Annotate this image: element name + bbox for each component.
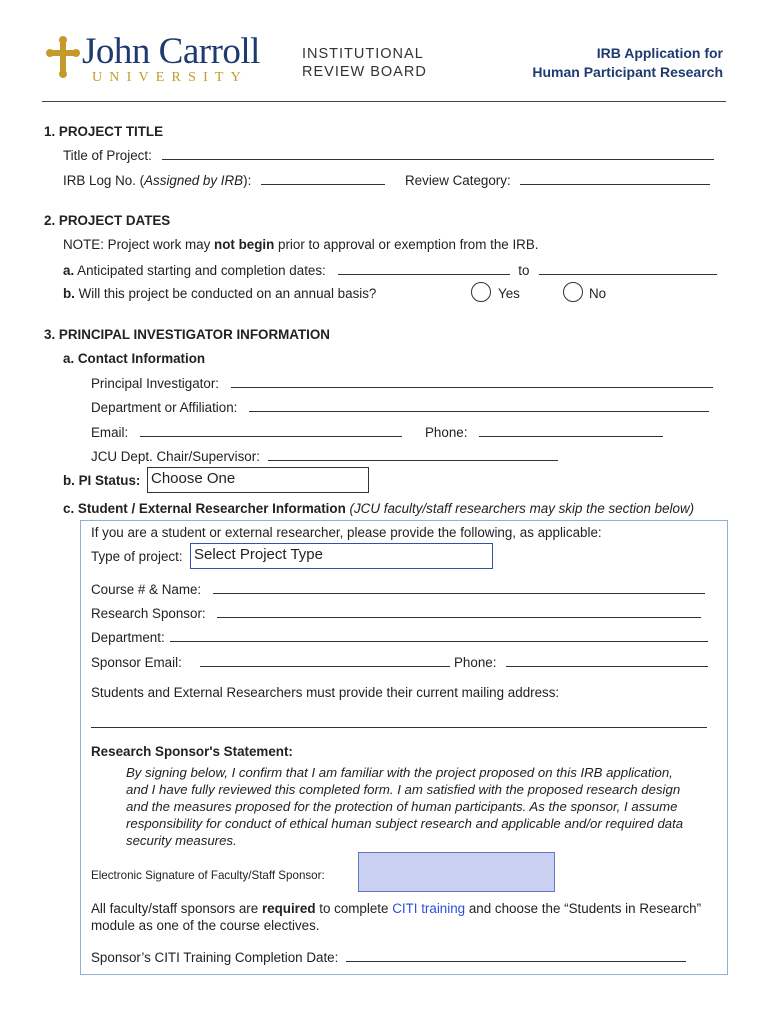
irb-log-label-italic: Assigned by IRB <box>144 173 244 188</box>
section-3-heading: 3. PRINCIPAL INVESTIGATOR INFORMATION <box>44 327 330 342</box>
end-date-field[interactable] <box>539 262 717 275</box>
sponsor-statement-text: By signing below, I confirm that I am familiar with the project proposed on this IRB application, and I have fully reviewed this completed form. I am satisfied with the proposed research design and the measures proposed for the protection of human participants. As the sponsor, I assume responsibility for conduct of ethical human subject research and applicable and/or required data security measures. <box>126 765 684 848</box>
chair-field[interactable] <box>268 448 558 461</box>
irb-log-label-prefix: IRB Log No. ( <box>63 173 145 188</box>
pi-row <box>91 375 713 391</box>
chair-label: JCU Dept. Chair/Supervisor: <box>91 449 260 464</box>
citi-requirement-line-2: module as one of the course electives. <box>91 918 320 933</box>
dates-to: to <box>518 263 530 278</box>
dept-row <box>91 399 709 415</box>
pi-phone-row <box>425 424 663 440</box>
dates-row <box>63 262 717 278</box>
project-title-row <box>63 147 714 163</box>
irb-log-label-suffix: ): <box>243 173 252 188</box>
email-field[interactable] <box>140 424 402 437</box>
annual-no-radio[interactable] <box>563 282 583 302</box>
sponsor-email-field[interactable] <box>200 654 450 667</box>
email-label: Email: <box>91 425 129 440</box>
annual-yes-radio[interactable] <box>471 282 491 302</box>
research-sponsor-field[interactable] <box>217 605 701 618</box>
board-line-2: REVIEW BOARD <box>302 64 427 80</box>
contact-info-heading: a. Contact Information <box>63 351 206 366</box>
start-date-field[interactable] <box>338 262 510 275</box>
dept-label: Department or Affiliation: <box>91 400 238 415</box>
irb-log-field[interactable] <box>261 172 385 185</box>
review-category-row <box>405 172 710 188</box>
student-info-note: (JCU faculty/staff researchers may skip the section below) <box>349 501 695 516</box>
annual-basis-question <box>63 286 376 301</box>
pi-field[interactable] <box>231 375 713 388</box>
citi-prefix: All faculty/staff sponsors are <box>91 901 262 916</box>
email-row <box>91 424 402 440</box>
electronic-signature-field[interactable] <box>358 852 555 892</box>
note-suffix: prior to approval or exemption from the IRB. <box>274 237 539 252</box>
annual-label: Will this project be conducted on an annual basis? <box>74 286 377 301</box>
sponsor-email-label: Sponsor Email: <box>91 655 182 670</box>
citi-mid: to complete <box>315 901 393 916</box>
citi-date-row <box>91 949 686 965</box>
sponsor-phone-field[interactable] <box>506 654 708 667</box>
note-prefix: NOTE: Project work may <box>63 237 215 252</box>
sponsor-phone-row <box>454 654 708 670</box>
student-dept-label: Department: <box>91 630 165 645</box>
dates-label: Anticipated starting and completion dates: <box>74 263 326 278</box>
course-label: Course # & Name: <box>91 582 202 597</box>
research-sponsor-row <box>91 605 701 621</box>
pi-label: Principal Investigator: <box>91 376 220 391</box>
dept-field[interactable] <box>249 399 709 412</box>
course-field[interactable] <box>213 581 705 594</box>
pi-phone-field[interactable] <box>479 424 663 437</box>
citi-date-label: Sponsor’s CITI Training Completion Date: <box>91 950 339 965</box>
student-intro: If you are a student or external researcher, please provide the following, as applicable: <box>91 525 602 540</box>
citi-training-link[interactable]: CITI training <box>392 901 466 916</box>
project-dates-note <box>63 237 539 252</box>
mailing-address-field[interactable] <box>91 727 707 728</box>
logo-university: UNIVERSITY <box>92 70 248 85</box>
sponsor-email-row <box>91 654 450 670</box>
project-title-label: Title of Project: <box>63 148 152 163</box>
student-dept-row <box>91 629 708 645</box>
project-type-dropdown[interactable]: Select Project Type <box>190 543 493 569</box>
logo-name: John Carroll <box>82 31 260 72</box>
sponsor-statement-heading: Research Sponsor's Statement: <box>91 744 293 759</box>
citi-date-field[interactable] <box>346 949 686 962</box>
dates-letter: a. <box>63 263 75 278</box>
project-title-field[interactable] <box>162 147 714 160</box>
annual-no-label: No <box>589 286 607 301</box>
chair-row <box>91 448 558 464</box>
note-bold: not begin <box>214 237 275 252</box>
citi-required: required <box>261 901 316 916</box>
student-info-heading: c. Student / External Researcher Information <box>63 501 346 516</box>
pi-status-dropdown[interactable]: Choose One <box>147 467 369 493</box>
review-category-field[interactable] <box>520 172 710 185</box>
pi-status-label: b. PI Status: <box>63 473 141 488</box>
student-dept-field[interactable] <box>170 629 708 642</box>
sponsor-phone-label: Phone: <box>454 655 497 670</box>
header-divider <box>42 101 726 102</box>
project-type-label: Type of project: <box>91 549 183 564</box>
signature-label: Electronic Signature of Faculty/Staff Sponsor: <box>91 869 325 882</box>
research-sponsor-label: Research Sponsor: <box>91 606 206 621</box>
board-line-1: INSTITUTIONAL <box>302 46 424 62</box>
review-category-label: Review Category: <box>405 173 511 188</box>
student-info-heading-row <box>63 501 694 516</box>
irb-log-row <box>63 172 385 188</box>
citi-suffix: and choose the “Students in Research” <box>465 901 702 916</box>
university-cross-logo-icon <box>46 36 80 78</box>
citi-requirement-line-1 <box>91 901 701 916</box>
annual-letter: b. <box>63 286 75 301</box>
section-1-heading: 1. PROJECT TITLE <box>44 124 164 139</box>
form-title-line-1: IRB Application for <box>596 45 723 61</box>
annual-yes-label: Yes <box>498 286 520 301</box>
form-title-line-2: Human Participant Research <box>532 64 723 80</box>
section-2-heading: 2. PROJECT DATES <box>44 213 171 228</box>
mailing-address-text: Students and External Researchers must provide their current mailing address: <box>91 685 560 700</box>
pi-phone-label: Phone: <box>425 425 468 440</box>
course-row <box>91 581 705 597</box>
